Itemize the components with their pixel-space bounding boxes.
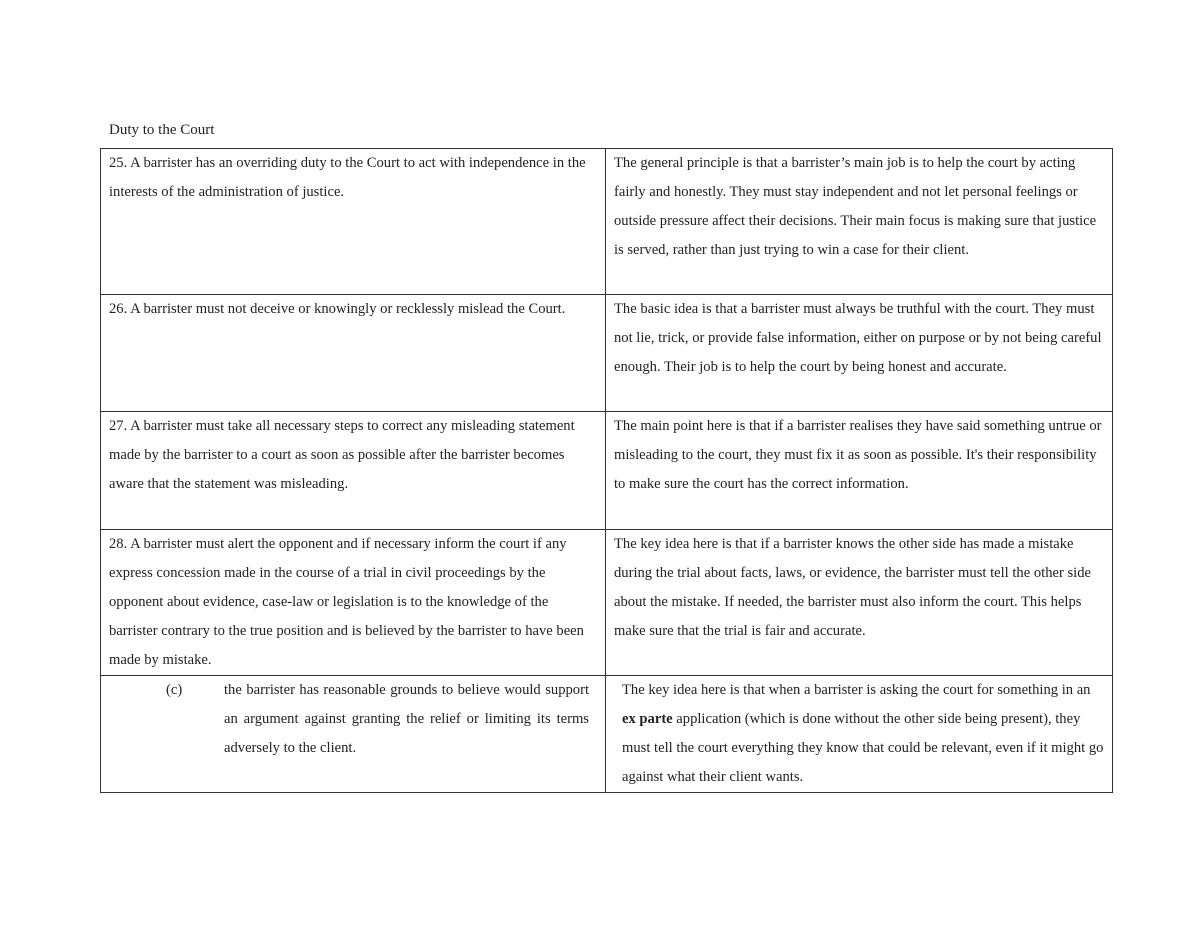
rules-table bbox=[100, 148, 1113, 793]
rule-cell: 27. A barrister must take all necessary steps to correct any misleading statement made by the barrister to a court as soon as possible after the barrister becomes aware that the statement was misleading. bbox=[101, 412, 606, 530]
ex-parte-term: ex parte bbox=[622, 711, 673, 727]
explanation-text-after: application (which is done without the other side being present), they must tell the court everything they know that could be relevant, even if it might go against what their client wants. bbox=[622, 711, 1104, 785]
subclause-label: (c) bbox=[166, 682, 183, 698]
rule-cell: 26. A barrister must not deceive or knowingly or recklessly mislead the Court. bbox=[101, 295, 606, 412]
table-row bbox=[101, 676, 1113, 793]
rule-cell: 28. A barrister must alert the opponent and if necessary inform the court if any express concession made in the course of a trial in civil proceedings by the opponent about evidence, case-law or legislation is to the knowledge of the barrister contrary to the true position and is believed by the barrister to have been made by mistake. bbox=[101, 530, 606, 676]
table-row bbox=[101, 295, 1113, 412]
subclause-text: the barrister has reasonable grounds to believe would support an argument against granting the relief or limiting its terms adversely to the client. bbox=[224, 682, 589, 756]
explanation-cell: The main point here is that if a barrister realises they have said something untrue or misleading to the court, they must fix it as soon as possible. It's their responsibility to make sure the court has the correct information. bbox=[606, 412, 1113, 530]
explanation-cell bbox=[606, 676, 1113, 793]
explanation-cell: The basic idea is that a barrister must always be truthful with the court. They must not lie, trick, or provide false information, either on purpose or by not being careful enough. Their job is to help the court by being honest and accurate. bbox=[606, 295, 1113, 412]
table-row bbox=[101, 530, 1113, 676]
explanation-text-before: The key idea here is that when a barrister is asking the court for something in an bbox=[622, 682, 1091, 698]
explanation-cell: The key idea here is that if a barrister knows the other side has made a mistake during the trial about facts, laws, or evidence, the barrister must tell the other side about the mistake. If needed, the barrister must also inform the court. This helps make sure that the trial is fair and accurate. bbox=[606, 530, 1113, 676]
subclause bbox=[109, 676, 599, 763]
table-row bbox=[101, 149, 1113, 295]
rule-cell: 25. A barrister has an overriding duty to the Court to act with independence in the interests of the administration of justice. bbox=[101, 149, 606, 295]
section-heading: Duty to the Court bbox=[109, 122, 215, 138]
table-row bbox=[101, 412, 1113, 530]
explanation-cell: The general principle is that a barrister’s main job is to help the court by acting fairly and honestly. They must stay independent and not let personal feelings or outside pressure affect their decisions. Their main focus is making sure that justice is served, rather than just trying to win a case for their client. bbox=[606, 149, 1113, 295]
rule-cell bbox=[101, 676, 606, 793]
explanation-text bbox=[614, 676, 1106, 792]
